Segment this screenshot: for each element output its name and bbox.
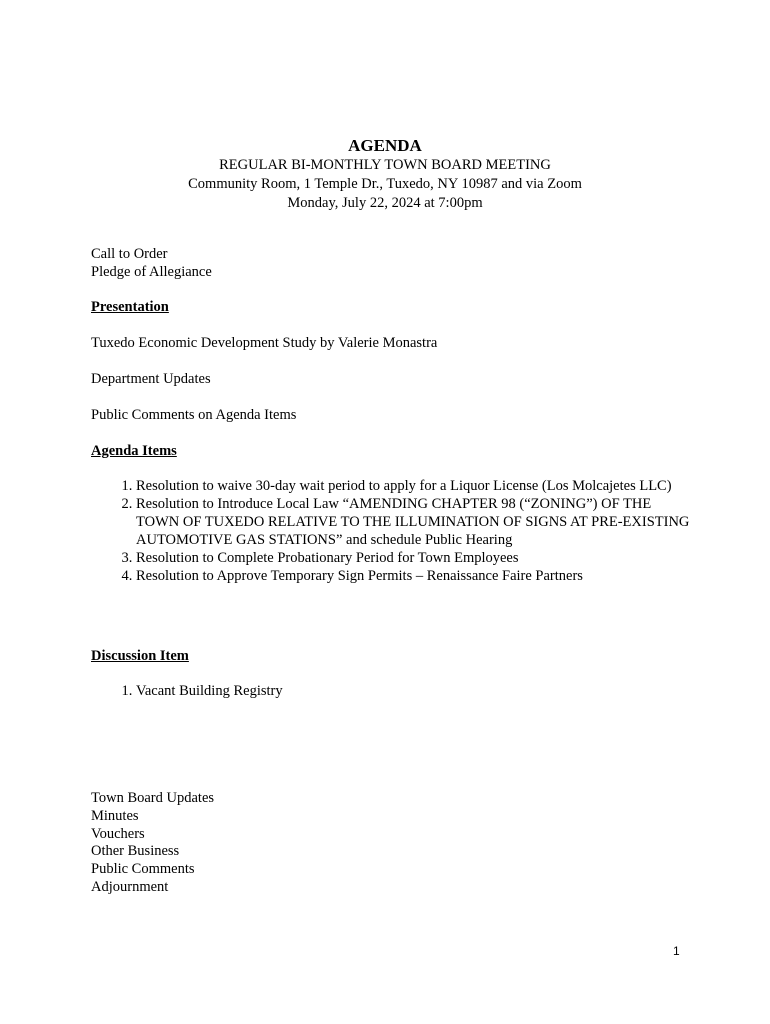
public-comments-agenda-items: Public Comments on Agenda Items xyxy=(91,407,297,423)
list-item: 1. Vacant Building Registry xyxy=(136,682,696,700)
discussion-items-list xyxy=(91,682,696,700)
list-item: 3. Resolution to Complete Probationary Period for Town Employees xyxy=(136,549,696,567)
department-updates: Department Updates xyxy=(91,371,211,387)
list-item: 4. Resolution to Approve Temporary Sign Permits – Renaissance Faire Partners xyxy=(136,567,696,585)
meeting-date-time: Monday, July 22, 2024 at 7:00pm xyxy=(287,195,483,211)
agenda-header xyxy=(0,136,770,213)
pledge-of-allegiance: Pledge of Allegiance xyxy=(91,264,212,280)
public-comments: Public Comments xyxy=(91,861,195,878)
list-item: 2. Resolution to Introduce Local Law “AMENDING CHAPTER 98 (“ZONING”) OF THE TOWN OF TUXEDO RELATIVE TO THE ILLUMINATION OF SIGNS AT PRE-EXISTING AUTOMOTIVE GAS STATIONS” and schedule Public Hearing xyxy=(136,495,696,549)
meeting-location: Community Room, 1 Temple Dr., Tuxedo, NY 10987 and via Zoom xyxy=(188,176,582,192)
call-to-order: Call to Order xyxy=(91,246,168,262)
closing-items xyxy=(91,790,214,897)
meeting-type: REGULAR BI-MONTHLY TOWN BOARD MEETING xyxy=(219,157,551,173)
agenda-items-list xyxy=(91,477,696,585)
list-item: 1. Resolution to waive 30-day wait period to apply for a Liquor License (Los Molcajetes LLC) xyxy=(136,477,696,495)
page-title: AGENDA xyxy=(348,136,422,155)
presentation-item: Tuxedo Economic Development Study by Valerie Monastra xyxy=(91,335,438,351)
town-board-updates: Town Board Updates xyxy=(91,790,215,806)
page-number: 1 xyxy=(673,944,680,958)
presentation-heading: Presentation xyxy=(91,299,169,315)
minutes: Minutes xyxy=(91,807,139,824)
adjournment: Adjournment xyxy=(91,878,169,895)
other-business: Other Business xyxy=(91,843,180,860)
discussion-item-heading: Discussion Item xyxy=(91,648,189,664)
agenda-items-heading: Agenda Items xyxy=(91,443,177,459)
vouchers: Vouchers xyxy=(91,825,145,842)
